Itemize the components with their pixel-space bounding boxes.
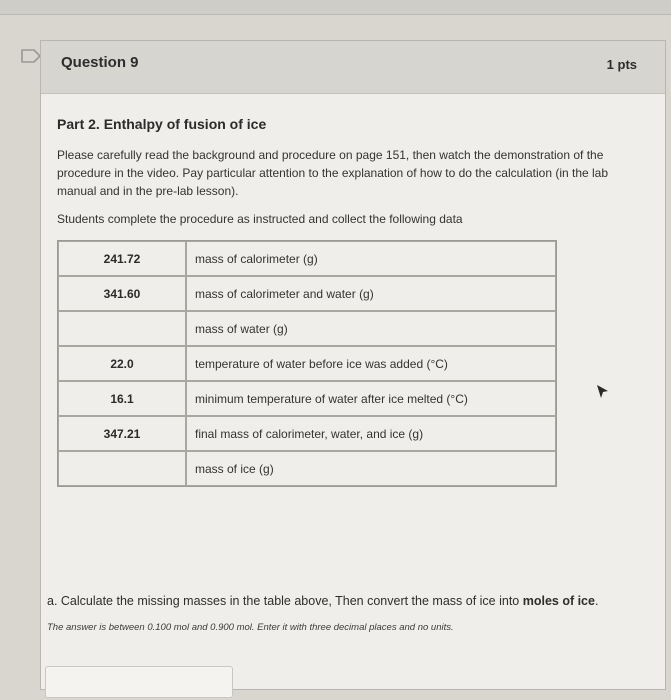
table-cell-value: 241.72 xyxy=(58,241,186,276)
table-cell-label: final mass of calorimeter, water, and ice (g) xyxy=(186,416,556,451)
table-cell-value: 347.21 xyxy=(58,416,186,451)
table-row xyxy=(58,276,556,311)
table-cell-value xyxy=(58,451,186,486)
question-header xyxy=(41,41,665,94)
instructions-text: Please carefully read the background and procedure on page 151, then watch the demonstration of the procedure in the video. Pay particular attention to the explanation of how to do the calculation (in the lab manual and in the pre-lab lesson). xyxy=(57,148,609,198)
table-cell-label: mass of calorimeter (g) xyxy=(186,241,556,276)
question-body xyxy=(41,116,665,633)
data-intro-text: Students complete the procedure as instructed and collect the following data xyxy=(57,212,463,226)
table-cell-label: minimum temperature of water after ice melted (°C) xyxy=(186,381,556,416)
table-row xyxy=(58,416,556,451)
flag-question-icon[interactable] xyxy=(20,48,42,64)
part-title: Part 2. Enthalpy of fusion of ice xyxy=(57,116,267,132)
data-table xyxy=(57,240,557,487)
mouse-cursor-icon xyxy=(596,384,610,400)
question-a-bold: moles of ice xyxy=(522,594,595,608)
table-cell-value: 341.60 xyxy=(58,276,186,311)
table-row xyxy=(58,451,556,486)
table-cell-value xyxy=(58,311,186,346)
table-cell-label: temperature of water before ice was added (°C) xyxy=(186,346,556,381)
question-card xyxy=(40,40,666,690)
question-a-post: . xyxy=(594,594,599,608)
table-cell-label: mass of calorimeter and water (g) xyxy=(186,276,556,311)
table-row xyxy=(58,346,556,381)
question-title: Question 9 xyxy=(61,54,139,71)
answer-input[interactable] xyxy=(45,666,233,698)
question-a-text xyxy=(47,594,598,608)
question-points: 1 pts xyxy=(606,57,637,72)
browser-top-bar xyxy=(0,0,671,15)
table-row xyxy=(58,241,556,276)
answer-hint: The answer is between 0.100 mol and 0.900 mol. Enter it with three decimal places and no units. xyxy=(47,622,454,633)
table-cell-value: 22.0 xyxy=(58,346,186,381)
table-cell-label: mass of water (g) xyxy=(186,311,556,346)
table-row xyxy=(58,311,556,346)
table-cell-value: 16.1 xyxy=(58,381,186,416)
table-row xyxy=(58,381,556,416)
table-cell-label: mass of ice (g) xyxy=(186,451,556,486)
question-a-pre: a. Calculate the missing masses in the table above, Then convert the mass of ice into xyxy=(47,594,523,608)
